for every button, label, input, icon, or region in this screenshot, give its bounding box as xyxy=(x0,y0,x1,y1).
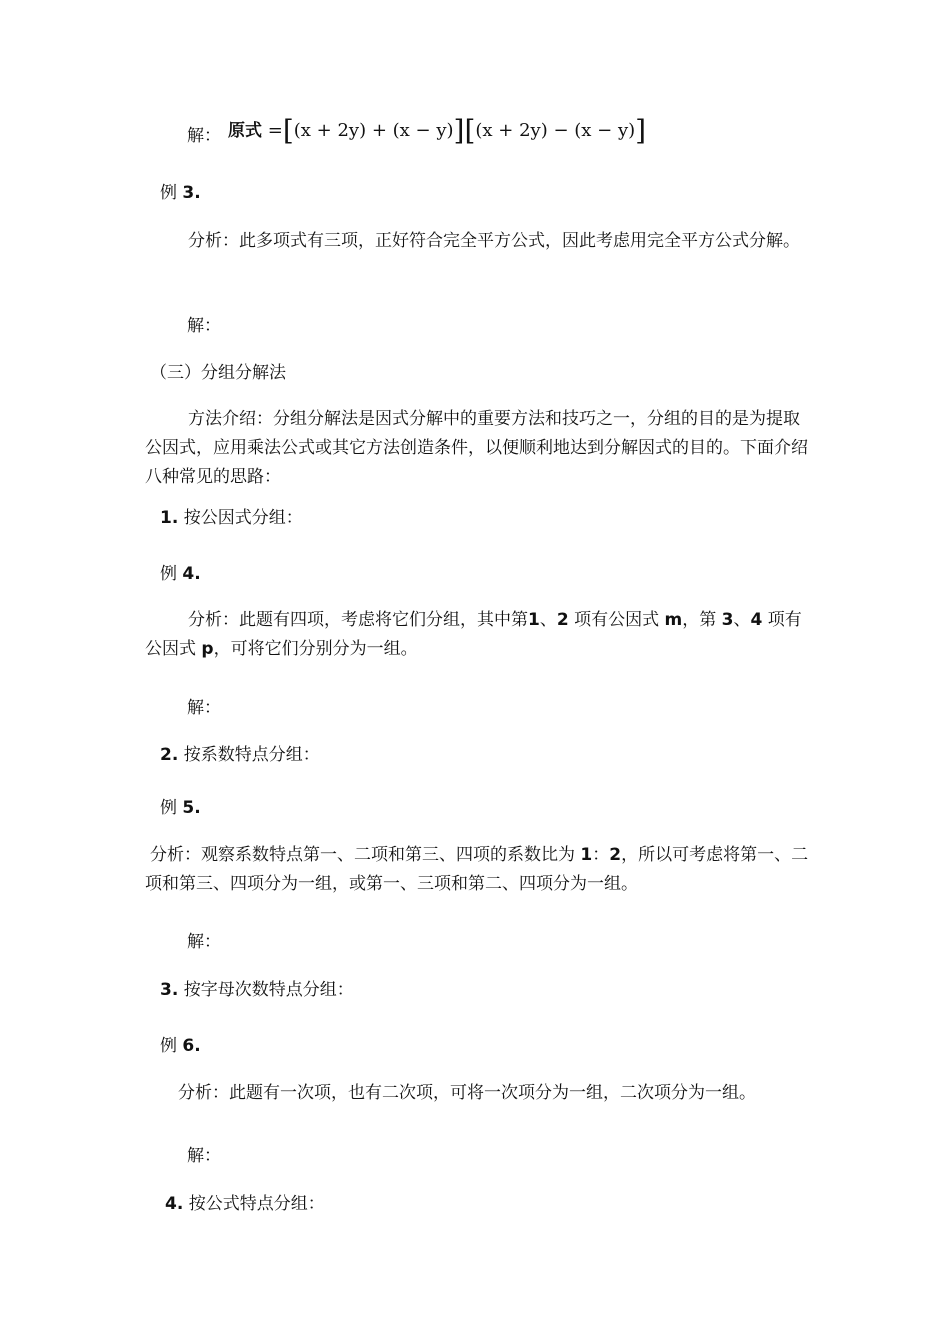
solution-label: 解： xyxy=(187,316,221,336)
method-intro: 方法介绍：分组分解法是因式分解中的重要方法和技巧之一，分组的目的是为提取公因式，应用乘法公式或其它方法创造条件，以便顺利地达到分解因式的目的。下面介绍八种常见的思路： xyxy=(145,409,808,487)
formula-term-2: (x + 2y) − (x − y) xyxy=(475,120,636,141)
method-item-4 xyxy=(165,1196,325,1213)
example-number: 4. xyxy=(182,564,201,584)
analysis-text: ，所以可考虑将第一、二项和第三、四项分为一组，或第一、三项和第二、四项分为一组。 xyxy=(145,845,809,894)
example-label: 例 xyxy=(160,183,183,203)
analysis-text: 项有公因式 xyxy=(145,610,802,659)
example-label: 例 xyxy=(160,798,183,818)
item-text: 按字母次数特点分组： xyxy=(183,980,354,1000)
right-bracket-icon: ] xyxy=(635,114,647,147)
example-number: 3. xyxy=(182,183,201,203)
item-text: 按公式特点分组： xyxy=(188,1194,325,1214)
solution-label: 解： xyxy=(187,126,221,146)
right-bracket-icon: ] xyxy=(453,114,465,147)
item-number: 3. xyxy=(160,980,179,1000)
term-number: 3 xyxy=(721,610,734,630)
formula-term-1: (x + 2y) + (x − y) xyxy=(293,120,454,141)
formula-equals: = xyxy=(267,120,283,141)
term-number: 1 xyxy=(528,610,540,630)
formula xyxy=(228,114,646,147)
analysis-text: ，第 xyxy=(682,610,717,630)
method-item-3 xyxy=(160,982,354,999)
analysis-text: 、 xyxy=(539,610,557,630)
item-text: 按公因式分组： xyxy=(183,508,303,528)
analysis-text: 分析：此题有四项，考虑将它们分组，其中第 xyxy=(188,610,528,630)
example-number: 5. xyxy=(182,798,201,818)
method-item-1 xyxy=(160,510,303,527)
example-number: 6. xyxy=(182,1036,201,1056)
item-number: 4. xyxy=(165,1194,184,1214)
analysis-text: ，可将它们分别分为一组。 xyxy=(213,639,418,659)
ratio-number: 1 xyxy=(580,845,593,865)
example-4-heading xyxy=(160,566,201,583)
item-number: 2. xyxy=(160,745,179,765)
analysis-4 xyxy=(145,606,813,664)
analysis-text: 项有公因式 xyxy=(574,610,660,630)
analysis-text: ： xyxy=(592,845,610,865)
analysis-6: 分析：此题有一次项，也有二次项，可将一次项分为一组，二次项分为一组。 xyxy=(178,1083,756,1103)
solution-label: 解： xyxy=(187,1146,221,1166)
formula-lhs: 原式 xyxy=(228,121,262,141)
analysis-3: 分析：此多项式有三项，正好符合完全平方公式，因此考虑用完全平方公式分解。 xyxy=(188,231,800,251)
item-text: 按系数特点分组： xyxy=(183,745,320,765)
term-number: 4 xyxy=(750,610,763,630)
example-label: 例 xyxy=(160,1036,183,1056)
solution-label: 解： xyxy=(187,698,221,718)
example-5-heading xyxy=(160,800,201,817)
ratio-number: 2 xyxy=(609,845,622,865)
factor-variable: m xyxy=(664,610,683,630)
analysis-text: 分析：观察系数特点第一、二项和第三、四项的系数比为 xyxy=(150,845,575,865)
left-bracket-icon: [ xyxy=(464,114,476,147)
example-label: 例 xyxy=(160,564,183,584)
solution-label: 解： xyxy=(187,932,221,952)
section-heading: （三）分组分解法 xyxy=(150,363,286,383)
analysis-5 xyxy=(145,841,810,899)
analysis-text: 、 xyxy=(733,610,751,630)
factor-variable: p xyxy=(201,639,214,659)
term-number: 2 xyxy=(556,610,569,630)
example-6-heading xyxy=(160,1038,201,1055)
example-3-heading xyxy=(160,185,201,202)
item-number: 1. xyxy=(160,508,179,528)
left-bracket-icon: [ xyxy=(282,114,294,147)
method-item-2 xyxy=(160,747,320,764)
